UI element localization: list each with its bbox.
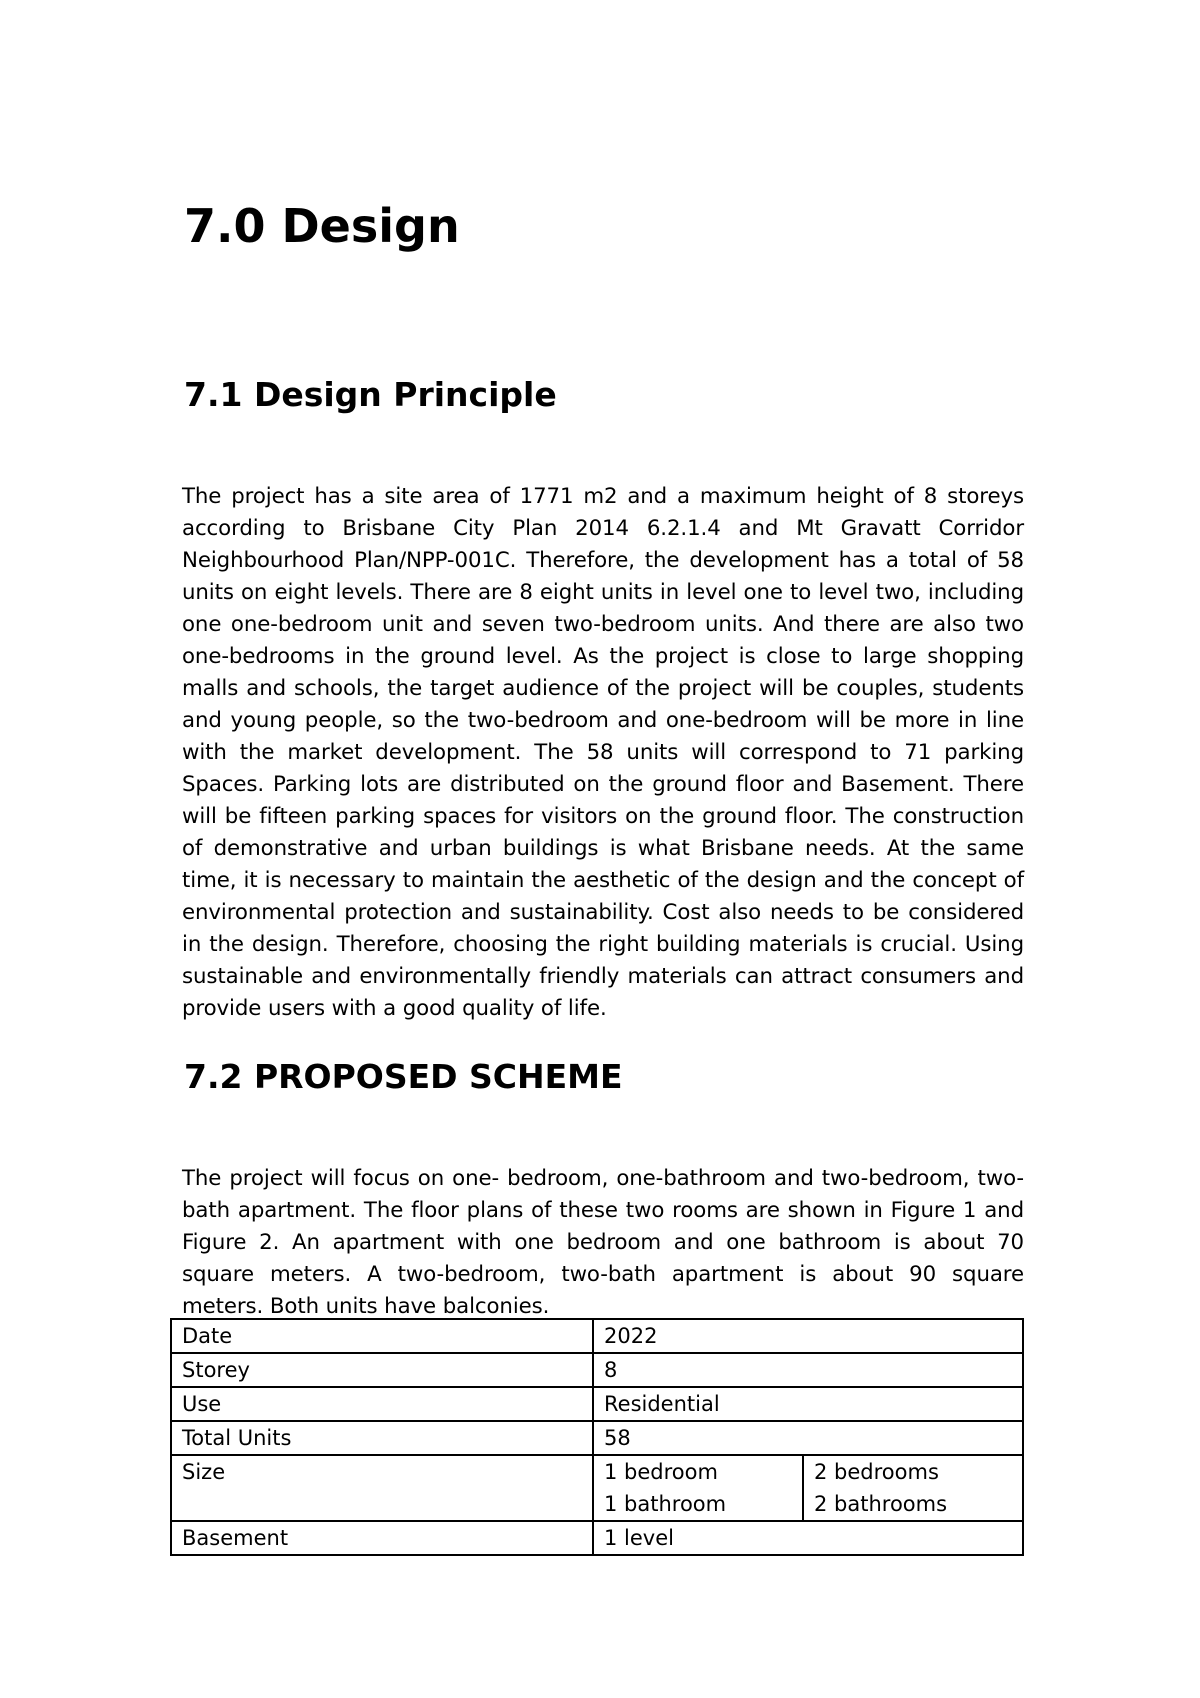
section-heading-design-principle: 7.1 Design Principle	[184, 375, 557, 414]
section-heading-proposed-scheme: 7.2 PROPOSED SCHEME	[184, 1057, 623, 1096]
table-row-date	[171, 1319, 1023, 1353]
table-cell-value: 2022	[593, 1319, 1023, 1353]
table-cell-size-option-2	[803, 1455, 1023, 1521]
project-summary-table	[170, 1318, 1024, 1556]
size-option-2-bathrooms: 2 bathrooms	[814, 1492, 948, 1516]
table-cell-label: Size	[171, 1455, 593, 1521]
design-principle-paragraph: The project has a site area of 1771 m2 and a maximum height of 8 storeys according to Brisbane City Plan 2014 6.2.1.4 and Mt Gravatt Corridor Neighbourhood Plan/NPP-001C. Therefore, the development has a total of 58 units on eight levels. There are 8 eight units in level one to level two, including one one-bedroom unit and seven two-bedroom units. And there are also two one-bedrooms in the ground level. As the project is close to large shopping malls and schools, the target audience of the project will be couples, students and young people, so the two-bedroom and one-bedroom will be more in line with the market development. The 58 units will correspond to 71 parking Spaces. Parking lots are distributed on the ground floor and Basement. There will be fifteen parking spaces for visitors on the ground floor. The construction of demonstrative and urban buildings is what Brisbane needs. At the same time, it is necessary to maintain the aesthetic of the design and the concept of environmental protection and sustainability. Cost also needs to be considered in the design. Therefore, choosing the right building materials is crucial. Using sustainable and environmentally friendly materials can attract consumers and provide users with a good quality of life.	[182, 484, 1024, 1021]
table-cell-value: 58	[593, 1421, 1023, 1455]
table-row-use	[171, 1387, 1023, 1421]
size-option-1-bedrooms: 1 bedroom	[604, 1460, 718, 1484]
table-row-total-units	[171, 1421, 1023, 1455]
table-row-storey	[171, 1353, 1023, 1387]
size-option-1-bathrooms: 1 bathroom	[604, 1492, 727, 1516]
table-cell-value: 8	[593, 1353, 1023, 1387]
table-cell-value: 1 level	[593, 1521, 1023, 1555]
table-row-basement	[171, 1521, 1023, 1555]
table-cell-label: Total Units	[171, 1421, 593, 1455]
proposed-scheme-paragraph: The project will focus on one- bedroom, one-bathroom and two-bedroom, two-bath apartment. The floor plans of these two rooms are shown in Figure 1 and Figure 2. An apartment with one bedroom and one bathroom is about 70 square meters. A two-bedroom, two-bath apartment is about 90 square meters. Both units have balconies.	[182, 1166, 1024, 1319]
table-cell-label: Date	[171, 1319, 593, 1353]
table-cell-size-option-1	[593, 1455, 803, 1521]
table-cell-label: Use	[171, 1387, 593, 1421]
main-heading: 7.0 Design	[184, 199, 460, 253]
table-cell-label: Basement	[171, 1521, 593, 1555]
table-cell-value: Residential	[593, 1387, 1023, 1421]
size-option-2-bedrooms: 2 bedrooms	[814, 1460, 939, 1484]
table-cell-label: Storey	[171, 1353, 593, 1387]
table-row-size	[171, 1455, 1023, 1521]
